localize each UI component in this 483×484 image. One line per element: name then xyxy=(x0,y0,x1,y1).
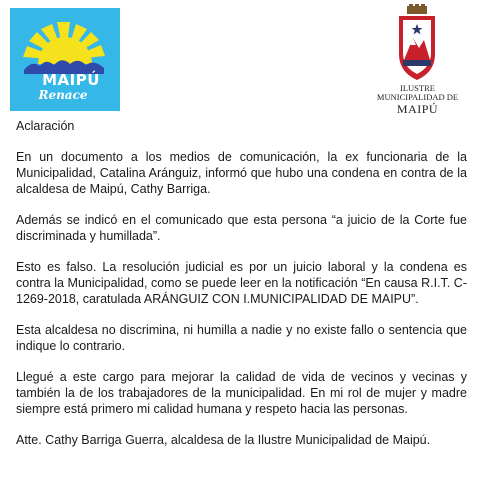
crest-line-1: ILUSTRE xyxy=(400,83,435,93)
crest-line-2: MUNICIPALIDAD DE xyxy=(376,92,459,102)
paragraph-2: Además se indicó en el comunicado que esta persona “a juicio de la Corte fue discriminada y humillada”. xyxy=(16,213,467,243)
paragraph-1: En un documento a los medios de comunicación, la ex funcionaria de la Municipalidad, Catalina Aránguiz, informó que hubo una condena en contra de la alcaldesa de Maipú, Cathy Barriga. xyxy=(16,150,467,196)
paragraph-3: Esto es falso. La resolución judicial es por un juicio laboral y la condena es contra la Municipalidad, como se puede leer en la notificación “En causa R.I.T. C-1269-2018, caratulada ARÁNGUIZ CON I.MUNICIPALIDAD DE MAIPU”. xyxy=(16,260,467,306)
logo-brand-sub: Renace xyxy=(38,88,88,102)
document-body xyxy=(16,118,467,463)
document-heading: Aclaración xyxy=(16,119,75,133)
paragraph-4: Esta alcaldesa no discrimina, ni humilla a nadie y no existe fallo o sentencia que indique lo contrario. xyxy=(16,323,467,353)
signature-line: Atte. Cathy Barriga Guerra, alcaldesa de la Ilustre Municipalidad de Maipú. xyxy=(16,433,431,447)
coat-of-arms-icon xyxy=(393,4,441,82)
maipu-renace-logo xyxy=(10,8,120,111)
crest-line-3: MAIPÚ xyxy=(396,102,439,116)
logo-brand-main: MAIPÚ xyxy=(42,71,100,89)
paragraph-5: Llegué a este cargo para mejorar la calidad de vida de vecinos y vecinas y también la de los trabajadores de la municipalidad. En mi rol de mujer y madre siempre está primero mi calidad humana y respeto hacia las personas. xyxy=(16,370,467,416)
municipal-crest xyxy=(365,4,470,116)
